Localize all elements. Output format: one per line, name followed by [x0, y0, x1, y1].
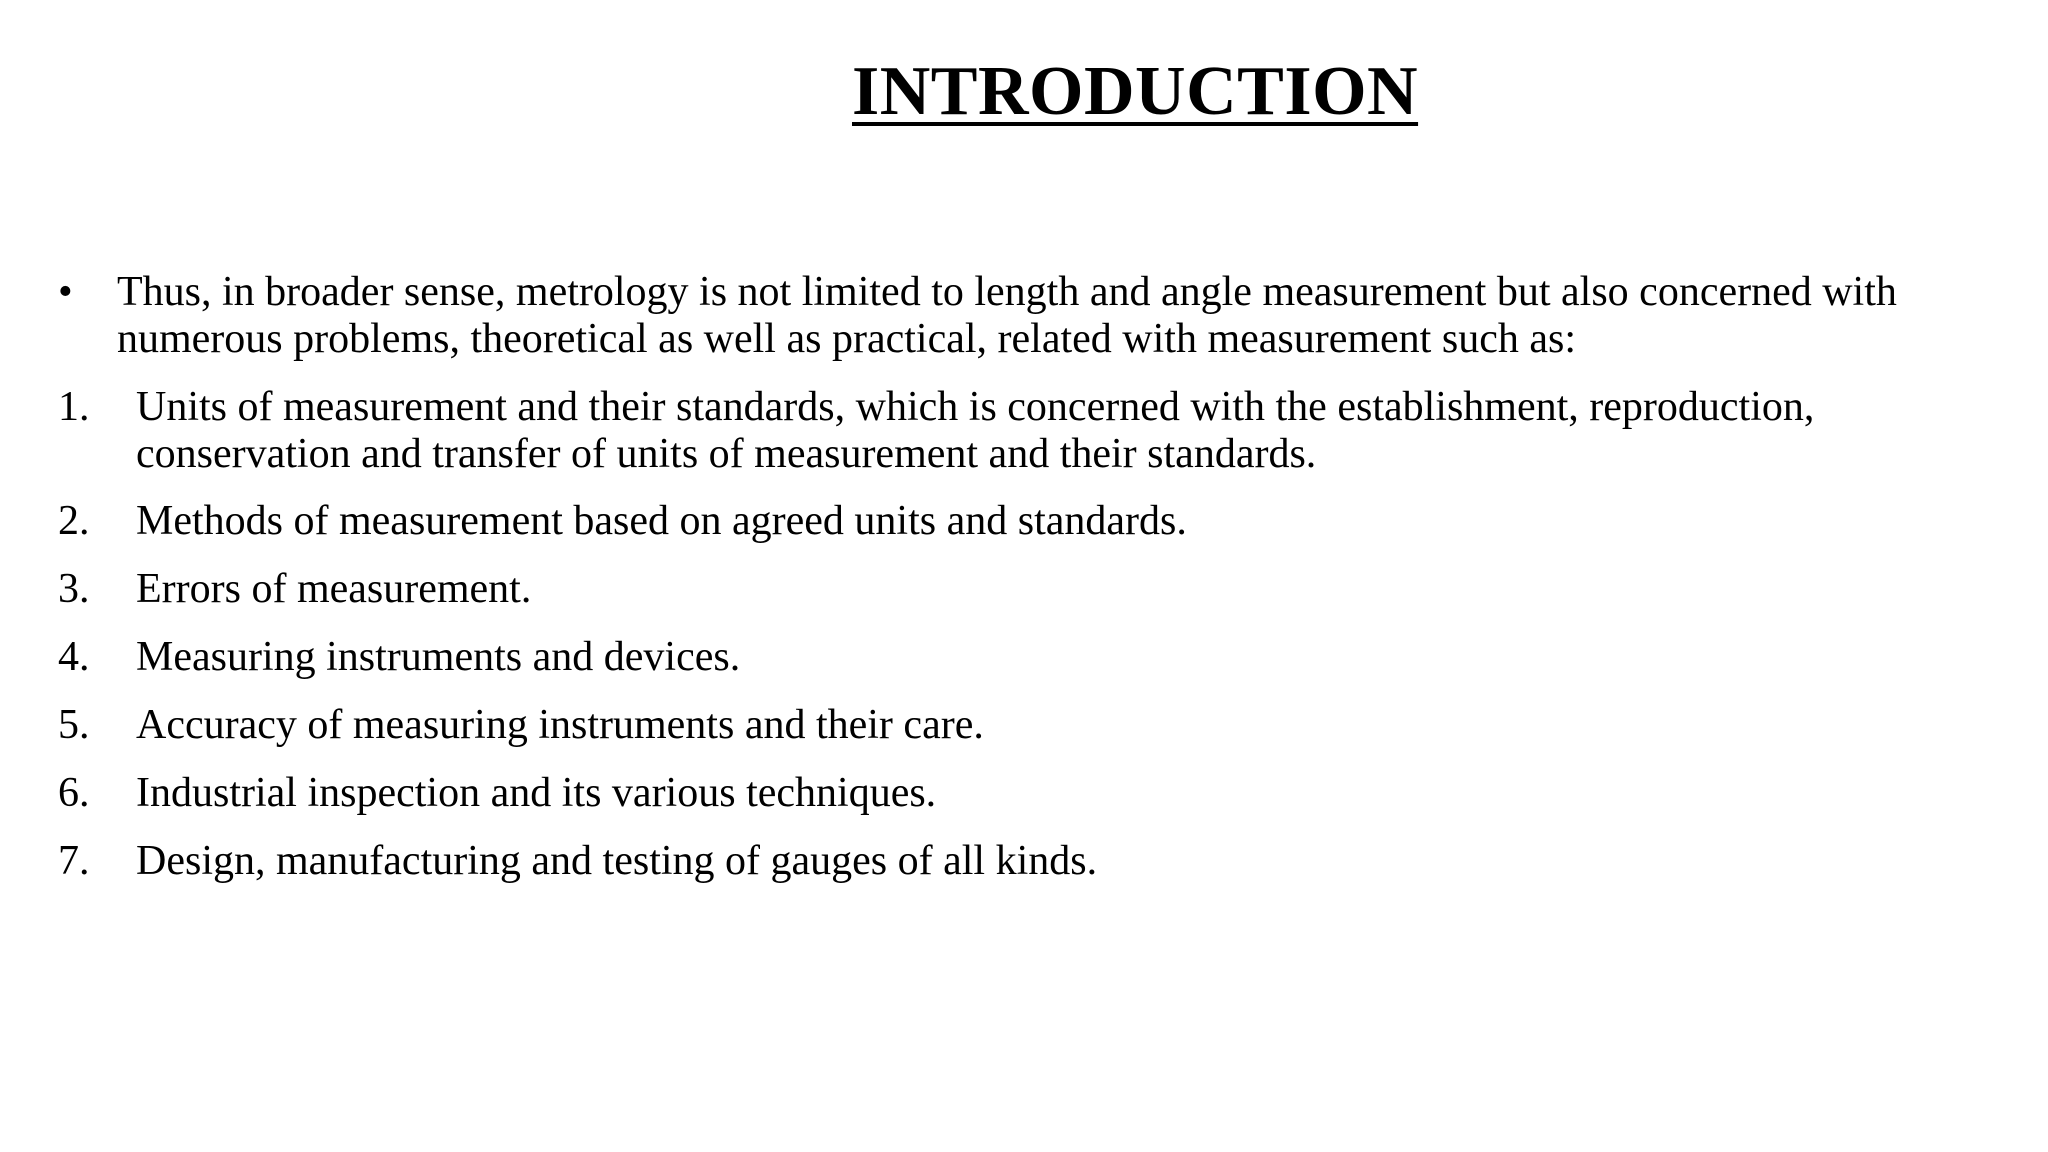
- list-item-number: 4.: [58, 634, 90, 680]
- list-item-number: 5.: [58, 702, 90, 748]
- list-item-text: Industrial inspection and its various techniques.: [136, 770, 937, 816]
- list-item-number: 7.: [58, 838, 90, 884]
- list-item-number: 3.: [58, 566, 90, 612]
- list-item-text: Units of measurement and their standards, which is concerned with the establishment, reproduction, conservation and transfer of units of measurement and their standards.: [136, 384, 1815, 477]
- list-item-number: 6.: [58, 770, 90, 816]
- list-item-text: Errors of measurement.: [136, 566, 532, 612]
- list-item-text: Design, manufacturing and testing of gauges of all kinds.: [136, 838, 1098, 884]
- list-item-text: Measuring instruments and devices.: [136, 634, 741, 680]
- bullet-text: Thus, in broader sense, metrology is not limited to length and angle measurement but also concerned with numerous problems, theoretical as well as practical, related with measurement such as:: [117, 269, 1897, 362]
- list-item-text: Accuracy of measuring instruments and their care.: [136, 702, 984, 748]
- list-item-number: 1.: [58, 384, 90, 430]
- list-item-text: Methods of measurement based on agreed units and standards.: [136, 498, 1187, 544]
- slide-title: INTRODUCTION: [852, 53, 1419, 130]
- list-item-number: 2.: [58, 498, 90, 544]
- bullet-marker: •: [58, 269, 73, 315]
